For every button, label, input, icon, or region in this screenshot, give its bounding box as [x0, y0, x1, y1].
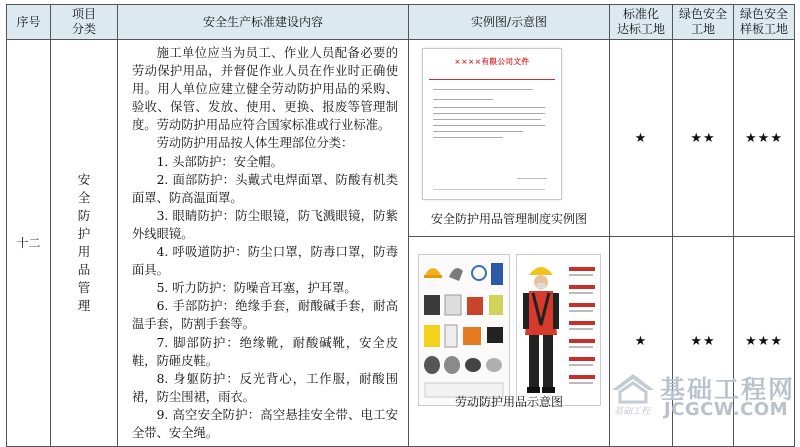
header-example: 实例图/示意图 — [409, 5, 610, 40]
header-green-line2: 工地 — [690, 22, 715, 36]
header-content: 安全生产标准建设内容 — [118, 5, 409, 40]
content-item-8: 8. 身躯防护：反光背心，工作服，耐酸围裙，防尘围裙，雨衣。 — [132, 371, 398, 404]
content-paragraph-2: 劳动防护用品按人体生理部位分类： — [156, 136, 354, 151]
content-item-3: 3. 眼睛防护：防尘眼镜，防飞溅眼镜，防紫外线眼镜。 — [132, 208, 398, 241]
header-standard-line1: 标准化 — [622, 7, 659, 21]
document-title: ××××有限公司文件 — [454, 57, 530, 66]
header-category-line2: 分类 — [71, 22, 96, 36]
ppe-worker-image — [516, 254, 601, 406]
rating-standard-2: ★ — [610, 237, 673, 447]
content-paragraph-1: 施工单位应当为员工、作业人员配备必要的劳动保护用品，并督促作业人员在作业时正确使用。用人单位应建立健全劳动防护用品的采购、验收、保管、发放、使用、更换、报废等管理制度。劳动防护用品应符合国家标准或行业标准。 — [132, 46, 398, 133]
watermark-site-url: JCGCW.COM — [664, 399, 789, 420]
content-item-6: 6. 手部防护：绝缘手套，耐酸碱手套，耐高温手套，防割手套等。 — [132, 299, 398, 332]
document-signature-line — [517, 172, 547, 179]
rating-green-1: ★★ — [673, 40, 734, 237]
example-cell-2 — [409, 237, 610, 447]
header-standard — [610, 5, 673, 40]
header-model — [734, 5, 795, 40]
content-cell — [118, 40, 409, 447]
example-cell-1 — [409, 40, 610, 237]
header-row — [7, 5, 795, 40]
content-item-1: 1. 头部防护：安全帽。 — [156, 154, 283, 169]
management-document-image — [422, 48, 562, 200]
watermark-site-name: 基础工程网 — [660, 375, 796, 404]
rating-standard-1: ★ — [610, 40, 673, 237]
seq-number: 十二 — [16, 235, 41, 250]
category-cell — [51, 40, 118, 447]
content-item-2: 2. 面部防护：头戴式电焊面罩、防酸有机类面罩、防高温面罩。 — [132, 172, 398, 205]
header-category — [51, 5, 118, 40]
header-standard-line2: 达标工地 — [616, 22, 665, 36]
rating-model-2: ★★★ — [734, 237, 795, 447]
content-item-4: 4. 呼吸道防护：防尘口罩，防毒口罩，防毒面具。 — [132, 245, 398, 278]
seq-cell — [7, 40, 51, 447]
content-item-5: 5. 听力防护：防噪音耳塞，护耳罩。 — [156, 281, 357, 296]
table-row — [7, 40, 795, 237]
example-caption-1: 安全防护用品管理制度实例图 — [430, 212, 587, 226]
header-model-line1: 绿色安全 — [739, 7, 788, 21]
ppe-items-image — [418, 254, 510, 406]
watermark-logo-icon — [608, 370, 658, 406]
header-green — [673, 5, 734, 40]
ppe-items-illustration — [419, 255, 509, 405]
rating-model-1: ★★★ — [734, 40, 795, 237]
rating-green-2: ★★ — [673, 237, 734, 447]
watermark-small-text: 基础工程 — [614, 407, 651, 417]
header-seq: 序号 — [7, 5, 51, 40]
content-item-9: 9. 高空安全防护：高空悬挂安全带、电工安全带、安全绳。 — [132, 407, 398, 440]
header-category-line1: 项目 — [71, 7, 96, 21]
content-item-7: 7. 脚部防护：绝缘靴，耐酸碱靴，安全皮鞋，防砸皮鞋。 — [132, 335, 398, 368]
ppe-worker-illustration — [517, 255, 600, 405]
header-green-line1: 绿色安全 — [678, 7, 727, 21]
category-label: 安全防护用品管理 — [77, 172, 91, 314]
header-model-line2: 样板工地 — [739, 22, 788, 36]
example-caption-2: 劳动防护用品示意图 — [454, 395, 563, 409]
document-red-rule — [429, 79, 555, 80]
